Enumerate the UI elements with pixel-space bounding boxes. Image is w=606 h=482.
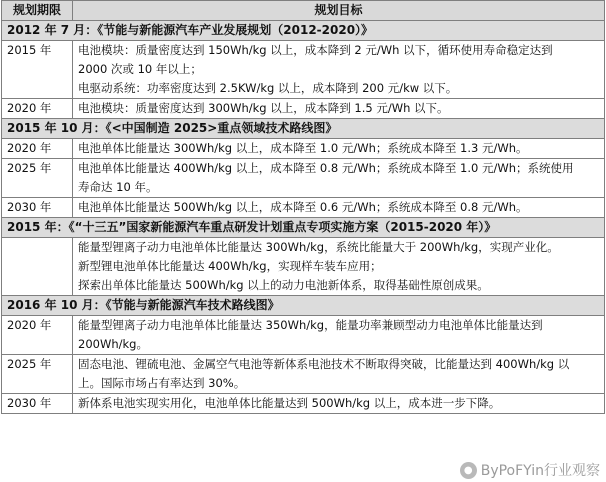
table-row (2, 139, 605, 159)
period-cell: 2025 年 (2, 159, 73, 198)
section-row (2, 296, 605, 316)
table-row (2, 41, 605, 99)
goal-line: 新型锂电池单体比能量达 400Wh/kg，实现样车装车应用； (78, 259, 382, 273)
table-body (2, 21, 605, 414)
section-title: 2015 年 10 月：《<中国制造 2025>重点领域技术路线图》 (2, 119, 605, 139)
table-row (2, 159, 605, 198)
goal-cell (73, 355, 605, 394)
period-cell (2, 238, 73, 296)
table-row (2, 355, 605, 394)
goal-cell (73, 316, 605, 355)
goal-line: 电池单体比能量达 500Wh/kg 以上，成本降至 0.6 元/Wh；系统成本降至 0.8 元/Wh。 (78, 200, 528, 214)
goal-line: 能量型锂离子动力电池单体比能量达 350Wh/kg，能量功率兼顾型动力电池单体比能量达到 (78, 318, 543, 332)
table-row (2, 394, 605, 414)
header-goal: 规划目标 (73, 1, 605, 21)
goal-line: 电池单体比能量达 300Wh/kg 以上，成本降至 1.0 元/Wh；系统成本降至 1.3 元/Wh。 (78, 141, 528, 155)
goal-line: 新体系电池实现实用化，电池单体比能量达到 500Wh/kg 以上，成本进一步下降。 (78, 396, 501, 410)
period-cell: 2030 年 (2, 394, 73, 414)
wechat-logo-icon: ● (460, 462, 477, 479)
section-title: 2016 年 10 月：《节能与新能源汽车技术路线图》 (2, 296, 605, 316)
goal-cell (73, 198, 605, 218)
goal-cell (73, 159, 605, 198)
goal-line: 固态电池、锂硫电池、金属空气电池等新体系电池技术不断取得突破，比能量达到 400Wh/kg 以 (78, 357, 570, 371)
plan-table (1, 0, 605, 414)
period-cell: 2020 年 (2, 139, 73, 159)
goal-line: 200Wh/kg。 (78, 337, 148, 351)
goal-cell (73, 238, 605, 296)
section-row (2, 218, 605, 238)
goal-cell (73, 394, 605, 414)
goal-cell (73, 99, 605, 119)
table-row (2, 198, 605, 218)
goal-line: 电池模块：质量密度达到 150Wh/kg 以上，成本降到 2 元/Wh 以下，循环使用寿命稳定达到 (78, 43, 553, 57)
period-cell: 2025 年 (2, 355, 73, 394)
goal-line: 上。国际市场占有率达到 30%。 (78, 376, 246, 390)
table-row (2, 99, 605, 119)
goal-line: 电池单体比能量达 400Wh/kg 以上，成本降至 0.8 元/Wh；系统成本降至 1.0 元/Wh；系统使用 (78, 161, 574, 175)
period-cell: 2020 年 (2, 99, 73, 119)
header-period: 规划期限 (2, 1, 73, 21)
watermark (458, 460, 602, 480)
goal-line: 电驱动系统：功率密度达到 2.5KW/kg 以上，成本降到 200 元/kw 以下。 (78, 81, 458, 95)
table-row (2, 316, 605, 355)
table-row (2, 238, 605, 296)
period-cell: 2020 年 (2, 316, 73, 355)
section-row (2, 119, 605, 139)
goal-cell (73, 41, 605, 99)
header-row (2, 1, 605, 21)
period-cell: 2030 年 (2, 198, 73, 218)
watermark-text: ByPoFYin行业观察 (480, 463, 600, 479)
goal-line: 寿命达 10 年。 (78, 180, 158, 194)
goal-line: 2000 次或 10 年以上； (78, 62, 202, 76)
period-cell: 2015 年 (2, 41, 73, 99)
section-row (2, 21, 605, 41)
goal-line: 电池模块：质量密度达到 300Wh/kg 以上，成本降到 1.5 元/Wh 以下。 (78, 101, 449, 115)
section-title: 2012 年 7 月：《节能与新能源汽车产业发展规划（2012-2020）》 (2, 21, 605, 41)
goal-line: 探索出单体比能量达 500Wh/kg 以上的动力电池新体系，取得基础性原创成果。 (78, 278, 489, 292)
section-title: 2015 年：《“十三五”国家新能源汽车重点研发计划重点专项实施方案（2015-2020 年）》 (2, 218, 605, 238)
goal-cell (73, 139, 605, 159)
goal-line: 能量型锂离子动力电池单体比能量达 300Wh/kg，系统比能量大于 200Wh/kg，实现产业化。 (78, 240, 559, 254)
